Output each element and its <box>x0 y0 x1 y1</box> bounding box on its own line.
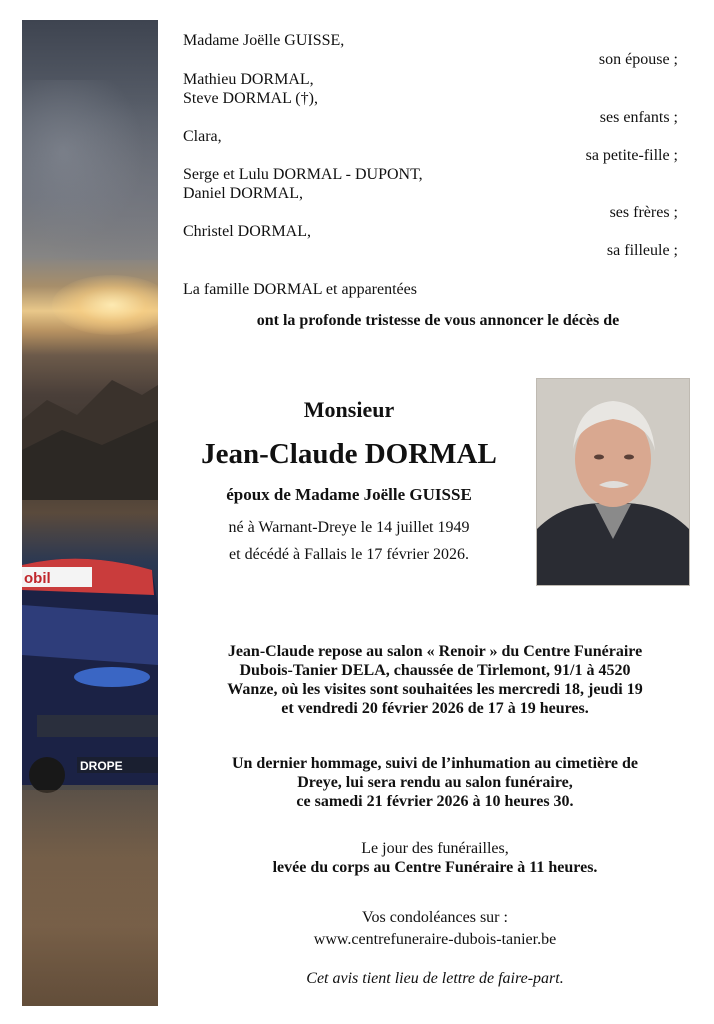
family-relation: sa filleule ; <box>606 242 678 259</box>
strip-decal-bottom: DROPE <box>80 759 123 773</box>
birth-line: né à Warnant-Dreye le 14 juillet 1949 <box>228 519 470 536</box>
footer-note: Cet avis tient lieu de lettre de faire-part. <box>306 970 564 987</box>
ceremony-line: Un dernier hommage, suivi de l’inhumation au cimetière de <box>231 755 639 772</box>
visitation-line: Dubois-Tanier DELA, chaussée de Tirlemont, 91/1 à 4520 <box>239 662 631 679</box>
dirt-road <box>22 790 158 1006</box>
family-name: Madame Joëlle GUISSE, <box>183 32 345 49</box>
mountain-silhouette <box>22 360 158 500</box>
rally-car-image <box>22 545 158 805</box>
sunset-glow <box>52 275 158 335</box>
ceremony-line: Dreye, lui sera rendu au salon funéraire, <box>297 774 573 791</box>
announcement: ont la profonde tristesse de vous annoncer le décès de <box>256 312 620 329</box>
condolences-label: Vos condoléances sur : <box>362 909 508 926</box>
family-relation: ses frères ; <box>609 204 678 221</box>
family-name: Mathieu DORMAL, <box>183 71 314 88</box>
family-relation: ses enfants ; <box>599 109 678 126</box>
family-relation: son épouse ; <box>598 51 678 68</box>
strip-decal-top: obil <box>24 570 51 587</box>
family-name: Clara, <box>183 128 222 145</box>
funeral-day-line: Le jour des funérailles, <box>361 840 509 857</box>
visitation-line: Wanze, où les visites sont souhaitées les mercredi 18, jeudi 19 <box>227 681 643 698</box>
family-name: Steve DORMAL (†), <box>183 90 318 107</box>
decorative-photo-strip <box>22 20 158 1006</box>
family-name: Serge et Lulu DORMAL - DUPONT, <box>183 166 423 183</box>
family-general: La famille DORMAL et apparentées <box>183 281 417 298</box>
deceased-title: Monsieur <box>303 397 395 422</box>
condolences-url[interactable]: www.centrefuneraire-dubois-tanier.be <box>313 931 557 948</box>
deceased-name: Jean-Claude DORMAL <box>201 438 497 470</box>
funeral-day-time: levée du corps au Centre Funéraire à 11 heures. <box>272 859 598 876</box>
visitation-line: Jean-Claude repose au salon « Renoir » du Centre Funéraire <box>227 643 643 660</box>
family-relation: sa petite-fille ; <box>585 147 678 164</box>
spouse-line: époux de Madame Joëlle GUISSE <box>226 485 472 504</box>
sky-clouds <box>22 80 158 260</box>
visitation-line: et vendredi 20 février 2026 de 17 à 19 heures. <box>281 700 589 717</box>
deceased-portrait <box>537 379 689 585</box>
ceremony-line: ce samedi 21 février 2026 à 10 heures 30. <box>296 793 574 810</box>
family-name: Daniel DORMAL, <box>183 185 303 202</box>
family-name: Christel DORMAL, <box>183 223 311 240</box>
death-line: et décédé à Fallais le 17 février 2026. <box>229 546 469 563</box>
